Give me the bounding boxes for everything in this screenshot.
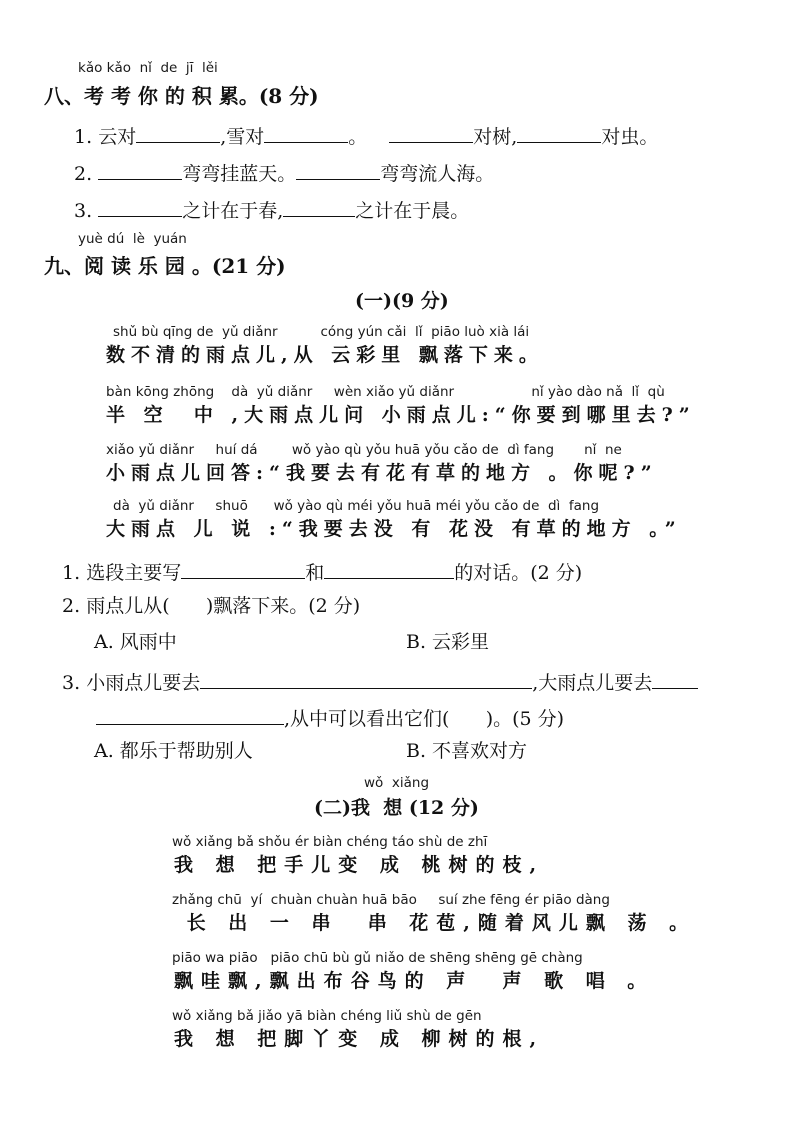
passage-pinyin-line: shǔ bù qīng de yǔ diǎnr cóng yún cǎi lǐ piāo luò xià lái <box>113 324 530 340</box>
question-text: 弯弯流人海。 <box>380 163 495 185</box>
poem-text-line: 我 想 把手儿变 成 桃树的枝, <box>174 854 545 876</box>
answer-blank[interactable] <box>296 161 380 180</box>
question-text: 小雨点儿要去 <box>86 672 201 694</box>
question-text: 和 <box>305 562 325 584</box>
section8-pinyin: kǎo kǎo nǐ de jī lěi <box>78 60 218 76</box>
question-text: 对虫。 <box>601 126 659 148</box>
passage-text-line: 数不清的雨点儿,从 云彩里 飘落下来。 <box>106 344 544 366</box>
part1-title: (一)(9 分) <box>355 290 449 312</box>
passage-pinyin-line: xiǎo yǔ diǎnr huí dá wǒ yào qù yǒu huā yǒu cǎo de dì fang nǐ ne <box>106 442 622 458</box>
answer-blank[interactable] <box>96 706 284 725</box>
option-b[interactable]: B. 云彩里 <box>406 631 490 653</box>
poem-text-line: 长 出 一 串 串 花苞,随着风儿飘 荡 。 <box>172 912 697 934</box>
section9-question-1 <box>62 560 582 583</box>
poem-pinyin-line: zhǎng chū yí chuàn chuàn huā bāo suí zhe fēng ér piāo dàng <box>172 892 610 908</box>
answer-blank[interactable] <box>652 670 698 689</box>
question-text: 之计在于春, <box>182 200 284 222</box>
passage-text-line: 半 空 中 ,大雨点儿问 小雨点儿:“你要到哪里去?” <box>106 404 696 426</box>
poem-pinyin-line: wǒ xiǎng bǎ shǒu ér biàn chéng táo shù de zhī <box>172 834 488 850</box>
section9-question-3 <box>62 670 698 693</box>
part2-title: (二)我 想 (12 分) <box>314 797 479 819</box>
section9-question-3-continued <box>96 706 564 729</box>
question-number: 2. <box>62 595 81 617</box>
question-number: 2. <box>74 163 93 185</box>
section9-pinyin: yuè dú lè yuán <box>78 231 187 247</box>
question-number: 1. <box>74 126 93 148</box>
answer-blank[interactable] <box>98 198 182 217</box>
passage-text-line: 小雨点儿回答:“我要去有花有草的地方 。你呢?” <box>106 462 658 484</box>
poem-text-line: 飘哇飘,飘出布谷鸟的 声 声 歌 唱 。 <box>174 970 655 992</box>
section8-question-1 <box>74 124 658 147</box>
question-text: ,雪对 <box>220 126 265 148</box>
option-a[interactable]: A. 风雨中 <box>94 631 177 653</box>
answer-blank[interactable] <box>200 670 532 689</box>
question-text: 的对话。(2 分) <box>454 562 583 584</box>
question-number: 1. <box>62 562 81 584</box>
question-number: 3. <box>74 200 93 222</box>
part2-pinyin: wǒ xiǎng <box>364 775 430 791</box>
question-text: 。 <box>348 126 368 148</box>
question-text: 云对 <box>98 126 137 148</box>
answer-blank[interactable] <box>389 124 473 143</box>
answer-blank[interactable] <box>517 124 601 143</box>
poem-pinyin-line: wǒ xiǎng bǎ jiǎo yā biàn chéng liǔ shù de gēn <box>172 1008 482 1024</box>
passage-pinyin-line: dà yǔ diǎnr shuō wǒ yào qù méi yǒu huā méi yǒu cǎo de dì fang <box>113 498 600 514</box>
question-number: 3. <box>62 672 81 694</box>
passage-pinyin-line: bàn kōng zhōng dà yǔ diǎnr wèn xiǎo yǔ diǎnr nǐ yào dào nǎ lǐ qù <box>106 384 665 400</box>
answer-blank[interactable] <box>324 560 454 579</box>
question-text: ,大雨点儿要去 <box>532 672 653 694</box>
answer-blank[interactable] <box>181 560 305 579</box>
poem-pinyin-line: piāo wa piāo piāo chū bù gǔ niǎo de shēng shēng gē chàng <box>172 950 583 966</box>
passage-text-line: 大雨点 儿 说 :“我要去没 有 花没 有草的地方 。” <box>106 518 682 540</box>
section8-question-3 <box>74 198 469 221</box>
option-a[interactable]: A. 都乐于帮助别人 <box>94 740 253 762</box>
answer-blank[interactable] <box>98 161 182 180</box>
question-text: ,从中可以看出它们( )。(5 分) <box>284 708 565 730</box>
answer-blank[interactable] <box>264 124 348 143</box>
question-text: 雨点儿从( )飘落下来。(2 分) <box>86 595 361 617</box>
option-b[interactable]: B. 不喜欢对方 <box>406 740 528 762</box>
section9-title: 九、阅 读 乐 园 。(21 分) <box>44 254 286 278</box>
question-text: 对树, <box>473 126 518 148</box>
question-text: 之计在于晨。 <box>355 200 470 222</box>
section8-question-2 <box>74 161 494 184</box>
section8-title: 八、考 考 你 的 积 累。(8 分) <box>44 84 319 108</box>
question-text: 弯弯挂蓝天。 <box>182 163 297 185</box>
poem-text-line: 我 想 把脚丫变 成 柳树的根, <box>174 1028 545 1050</box>
section9-question-2 <box>62 597 360 616</box>
question-text: 选段主要写 <box>86 562 182 584</box>
answer-blank[interactable] <box>283 198 355 217</box>
answer-blank[interactable] <box>136 124 220 143</box>
